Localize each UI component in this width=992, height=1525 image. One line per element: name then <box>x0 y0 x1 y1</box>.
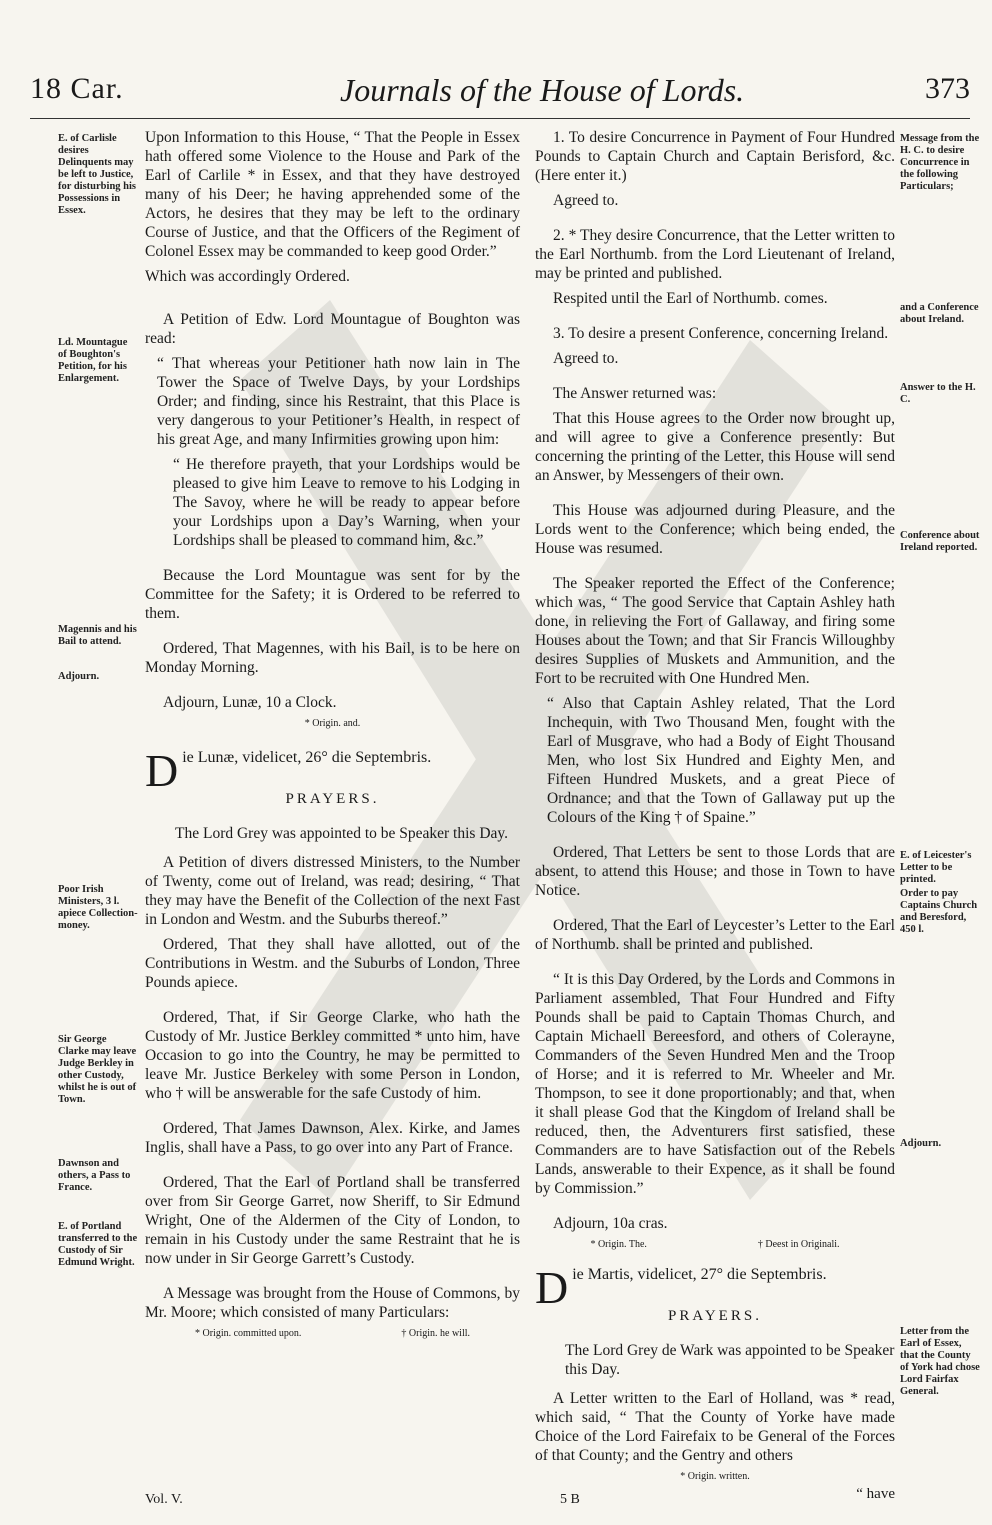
speaker-line: The Lord Grey de Wark was appointed to be Speaker this Day. <box>565 1341 895 1378</box>
order-paragraph: Ordered, That James Dawnson, Alex. Kirke, and James Inglis, shall have a Pass, to go over into any Part of France. <box>145 1119 520 1156</box>
catchword: “ have <box>856 1485 895 1502</box>
header-rule <box>30 118 970 119</box>
margin-note: Dawnson and others, a Pass to France. <box>58 1158 131 1193</box>
paragraph: The Speaker reported the Effect of the Conference; which was, “ The good Service that Captain Ashley hath done, in relieving the Fort of Gallaway, and firing some Houses about the Town; and that Sir Francis Willoughby desires Supplies of Muskets and Ammunition, and the Fort to be recruited with One Hundred Men. <box>535 575 895 687</box>
dropcap: D <box>535 1262 569 1313</box>
prayers-heading: PRAYERS. <box>285 791 380 807</box>
day-heading <box>535 1262 895 1313</box>
paragraph: A Petition of Edw. Lord Mountague of Boughton was read: <box>145 311 520 347</box>
footnotes <box>535 1239 895 1250</box>
page-header <box>30 72 970 122</box>
right-column <box>535 128 895 1503</box>
footnote: * Origin. The. <box>590 1239 647 1250</box>
petition-quote: “ He therefore prayeth, that your Lordships would be pleased to give him Leave to remove to his Lodging in The Savoy, where he will be ready to appear before your Lordships upon a Day’s Warning, when your Lordships shall be pleased to command him, &c.” <box>173 456 520 549</box>
header-page-number: 373 <box>925 72 970 105</box>
paragraph: A Petition of divers distressed Ministers, to the Number of Twenty, come out of Ireland, was read; desiring, “ That they may have the Benefit of the Collection of the next Fast in London and Westm. and the Suburbs thereof.” <box>145 853 520 928</box>
margin-note: and a Conference about Ireland. <box>900 302 979 325</box>
header-title: Journals of the House of Lords. <box>340 72 745 108</box>
dropcap: D <box>145 745 179 796</box>
paragraph: A Letter written to the Earl of Holland, was * read, which said, “ That the County of Yorke have made Choice of the Lord Fairefaix to be General of the Forces of that County; and the Gentry and others <box>535 1389 895 1464</box>
margin-note: Answer to the H. C. <box>900 382 976 405</box>
paragraph: A Message was brought from the House of Commons, by Mr. Moore; which consisted of many Particulars: <box>145 1284 520 1321</box>
adjourn-line: Adjourn, 10a cras. <box>553 1215 668 1232</box>
margin-note: Ld. Mountague of Boughton's Petition, for his Enlargement. <box>58 337 128 384</box>
order-paragraph: Ordered, That the Earl of Leycester’s Letter to the Earl of Northumb. shall be printed and published. <box>535 917 895 953</box>
margin-note: E. of Carlisle desires Delinquents may be left to Justice, for disturbing his Possessions in Essex. <box>58 133 136 216</box>
day-heading-text: ie Martis, videlicet, 27° die Septembris. <box>572 1266 827 1283</box>
paragraph: Respited until the Earl of Northumb. comes. <box>553 290 828 307</box>
order-paragraph: Ordered, That Letters be sent to those Lords that are absent, to attend this House; and those in Town to have Notice. <box>535 844 895 899</box>
speaker-line: The Lord Grey was appointed to be Speaker this Day. <box>175 824 509 842</box>
margin-note: Poor Irish Ministers, 3 l. apiece Collection-money. <box>58 884 138 931</box>
paragraph: That this House agrees to the Order now brought up, and will agree to give a Conference presently: But concerning the printing of the Letter, this House will send an Answer, by Messengers of their own. <box>535 410 895 484</box>
order-paragraph: Ordered, That the Earl of Portland shall be transferred over from Sir George Garret, now Sheriff, to Sir Edmund Wright, One of the Aldermen of the City of London, to remain in his Custody under the same Restraint that he is now under in Sir George Garrett’s Custody. <box>145 1173 520 1267</box>
adjourn-line: Adjourn, Lunæ, 10 a Clock. <box>163 694 337 711</box>
footnotes <box>145 1328 520 1339</box>
margin-note: Order to pay Captains Church and Beresford, 450 l. <box>900 888 978 935</box>
footnote: † Origin. he will. <box>401 1327 470 1339</box>
margin-note: Sir George Clarke may leave Judge Berkley in other Custody, whilst he is out of Town. <box>58 1034 137 1105</box>
margin-note: Adjourn. <box>900 1138 942 1149</box>
margin-note: Letter from the Earl of Essex, that the County of York had chose Lord Fairfax General. <box>900 1326 980 1397</box>
day-heading-text: ie Lunæ, videlicet, 26° die Septembris. <box>182 749 432 766</box>
footnote: * Origin. and. <box>304 718 361 729</box>
margin-note: Adjourn. <box>58 671 100 682</box>
paragraph: Upon Information to this House, “ That the People in Essex hath offered some Violence to the House and Park of the Earl of Carlile * in Essex, and that they have destroyed many of his Deer; he having apprehended some of the Actors, he desires that they may be left to the ordinary Course of Justice, and that the Officers of the Regiment of Colonel Essex may be commanded to keep good Order.” <box>145 129 520 260</box>
paragraph: The Answer returned was: <box>553 385 717 402</box>
margin-note: Magennis and his Bail to attend. <box>58 624 137 647</box>
margin-note: E. of Portland transferred to the Custody of Sir Edmund Wright. <box>58 1221 138 1268</box>
margin-note: Message from the H. C. to desire Concurrence in the following Particulars; <box>900 133 980 192</box>
paragraph: Because the Lord Mountague was sent for by the Committee for the Safety; it is Ordered to be referred to them. <box>145 567 520 622</box>
paragraph: 2. * They desire Concurrence, that the Letter written to the Earl Northumb. from the Lord Lieutenant of Ireland, may be printed and published. <box>535 227 895 282</box>
margin-note: Conference about Ireland reported. <box>900 530 980 553</box>
signature-mark: 5 B <box>560 1492 580 1507</box>
paragraph: Agreed to. <box>553 192 619 209</box>
footnote: * Origin. committed upon. <box>195 1327 302 1339</box>
header-regnal-year: 18 Car. <box>30 72 124 105</box>
order-paragraph: Ordered, That Magennes, with his Bail, is to be here on Monday Morning. <box>145 640 520 676</box>
footnote: † Deest in Originali. <box>757 1239 840 1250</box>
prayers-heading: PRAYERS. <box>668 1308 762 1324</box>
order-quote: “ It is this Day Ordered, by the Lords and Commons in Parliament assembled, That Four Hundred and Fifty Pounds shall be paid to Captain Thomas Church, and Captain Michaell Bereesford, and others of Colerayne, Commanders of the Seven Hundred Men and the Troop of Horse; and it is referred to Mr. Wheeler and Mr. Thompson, to see it done proportionably; and that, when it shall please God that the Kingdom of Ireland shall be reduced, then, the Adventurers first satisfied, these Commanders are to have Satisfaction out of the Rebels Lands, answerable to their Expence, as it shall be found by Commission.” <box>535 971 895 1197</box>
paragraph: This House was adjourned during Pleasure, and the Lords went to the Conference; which being ended, the House was resumed. <box>535 502 895 557</box>
day-heading <box>145 745 520 796</box>
margin-note: E. of Leicester's Letter to be printed. <box>900 850 972 885</box>
paragraph: 3. To desire a present Conference, concerning Ireland. <box>553 325 889 342</box>
volume-mark: Vol. V. <box>145 1492 183 1507</box>
left-column <box>145 128 520 1339</box>
report-quote: “ Also that Captain Ashley related, That the Lord Inchequin, with Two Thousand Men, fought with the Earl of Musgrave, who had a Body of Eight Thousand Men, who lost Six Hundred and Eighty Men, and Fifteen Hundred Muskets, and a great Piece of Ordnance; and that the Town of Gallaway put up the Colours of the King † of Spaine.” <box>547 695 895 826</box>
paragraph: Agreed to. <box>553 350 619 367</box>
paragraph: 1. To desire Concurrence in Payment of Four Hundred Pounds to Captain Church and Captain Berisford, &c. (Here enter it.) <box>535 129 895 184</box>
paragraph: Which was accordingly Ordered. <box>145 268 350 285</box>
petition-quote: “ That whereas your Petitioner hath now lain in The Tower the Space of Twelve Days, by your Lordships Order; and finding, since his Restraint, that this Place is very dangerous to your Petitioner’s Health, in respect of his great Age, and many Infirmities growing upon him: <box>157 355 520 448</box>
order-paragraph: Ordered, That, if Sir George Clarke, who hath the Custody of Mr. Justice Berkley committed * unto him, have Occasion to go into the Country, he may be permitted to leave Mr. Justice Berkeley with some Person in London, who † will be answerable for the safe Custody of him. <box>145 1008 520 1102</box>
order-paragraph: Ordered, That they shall have allotted, out of the Contributions in Westm. and the Suburbs of London, Three Pounds apiece. <box>145 935 520 991</box>
footnote: * Origin. written. <box>680 1470 750 1482</box>
